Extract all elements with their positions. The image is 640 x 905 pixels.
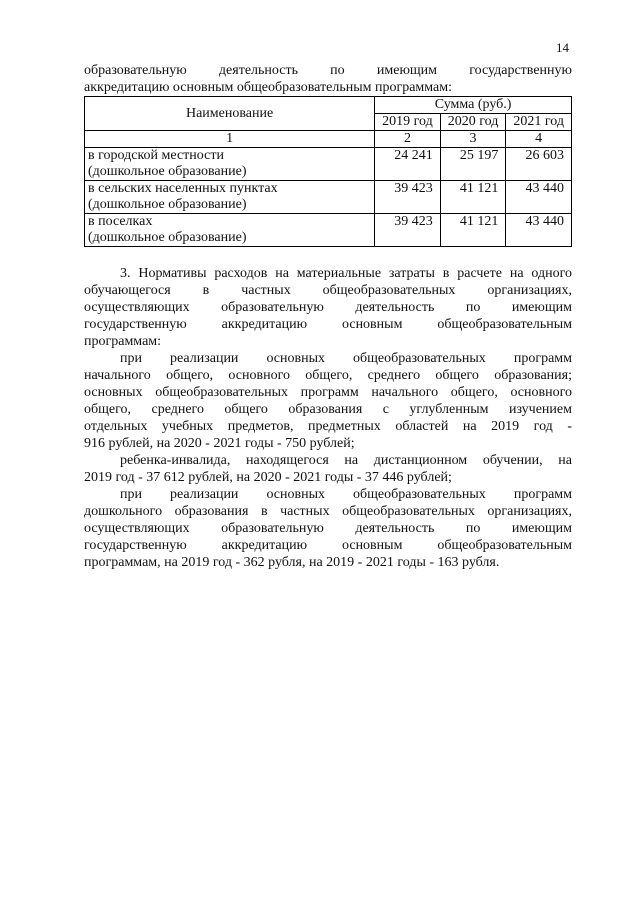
header-sum: Сумма (руб.) bbox=[375, 97, 572, 114]
text-line: ребенка-инвалида, находящегося на дистанционном обучении, на bbox=[120, 453, 572, 468]
row-name-line: в сельских населенных пунктах bbox=[88, 181, 278, 196]
text-line: отдельных учебных предметов, предметных областей на 2019 год - bbox=[84, 419, 572, 434]
text-line: при реализации основных общеобразовательных программ bbox=[120, 487, 572, 502]
header-year: 2021 год bbox=[506, 114, 572, 131]
cell-value: 24 241 bbox=[375, 148, 441, 181]
text-line: государственную аккредитацию основным общеобразовательным bbox=[84, 538, 572, 553]
section-3-paragraph bbox=[84, 265, 572, 571]
row-name-line: в поселках bbox=[88, 214, 153, 229]
amounts-table bbox=[84, 96, 572, 247]
text-line: аккредитацию основным общеобразовательным программам: bbox=[84, 80, 453, 95]
header-name: Наименование bbox=[85, 97, 375, 131]
row-name-line: (дошкольное образование) bbox=[88, 230, 247, 245]
page-number: 14 bbox=[556, 40, 569, 55]
table-header-row bbox=[85, 97, 572, 114]
cell-value: 25 197 bbox=[440, 148, 506, 181]
cell-value: 26 603 bbox=[506, 148, 572, 181]
cell-value: 39 423 bbox=[375, 214, 441, 247]
text-line: общего, среднего общего образования с углубленным изучением bbox=[84, 402, 572, 417]
column-number: 3 bbox=[440, 131, 506, 148]
table-row bbox=[85, 148, 572, 181]
column-number: 2 bbox=[375, 131, 441, 148]
cell-value: 39 423 bbox=[375, 181, 441, 214]
table-row bbox=[85, 214, 572, 247]
text-line: осуществляющих образовательную деятельность по имеющим bbox=[84, 521, 572, 536]
text-line: образовательную деятельность по имеющим государственную bbox=[84, 63, 572, 78]
text-line: осуществляющих образовательную деятельность по имеющим bbox=[84, 300, 572, 315]
text-line: программам: bbox=[84, 334, 162, 349]
text-line: 916 рублей, на 2020 - 2021 годы - 750 рублей; bbox=[84, 436, 355, 451]
text-line: начального общего, основного общего, среднего общего образования; bbox=[84, 368, 572, 383]
row-name bbox=[85, 148, 375, 181]
header-year: 2020 год bbox=[440, 114, 506, 131]
row-name-line: (дошкольное образование) bbox=[88, 164, 247, 179]
row-name-line: (дошкольное образование) bbox=[88, 197, 247, 212]
table-column-numbers-row bbox=[85, 131, 572, 148]
cell-value: 41 121 bbox=[440, 181, 506, 214]
text-line: 3. Нормативы расходов на материальные затраты в расчете на одного bbox=[120, 266, 572, 281]
row-name bbox=[85, 181, 375, 214]
table-row bbox=[85, 181, 572, 214]
text-line: обучающегося в частных общеобразовательных организациях, bbox=[84, 283, 572, 298]
cell-value: 43 440 bbox=[506, 181, 572, 214]
cell-value: 41 121 bbox=[440, 214, 506, 247]
column-number: 4 bbox=[506, 131, 572, 148]
text-line: государственную аккредитацию основным общеобразовательным bbox=[84, 317, 572, 332]
column-number: 1 bbox=[85, 131, 375, 148]
intro-paragraph bbox=[84, 62, 572, 96]
cell-value: 43 440 bbox=[506, 214, 572, 247]
text-line: 2019 год - 37 612 рублей, на 2020 - 2021 годы - 37 446 рублей; bbox=[84, 470, 452, 485]
text-line: основных общеобразовательных программ начального общего, основного bbox=[84, 385, 572, 400]
row-name bbox=[85, 214, 375, 247]
row-name-line: в городской местности bbox=[88, 148, 224, 163]
header-year: 2019 год bbox=[375, 114, 441, 131]
text-line: программам, на 2019 год - 362 рубля, на 2019 - 2021 годы - 163 рубля. bbox=[84, 555, 500, 570]
text-line: при реализации основных общеобразовательных программ bbox=[120, 351, 572, 366]
text-line: дошкольного образования в частных общеобразовательных организациях, bbox=[84, 504, 572, 519]
